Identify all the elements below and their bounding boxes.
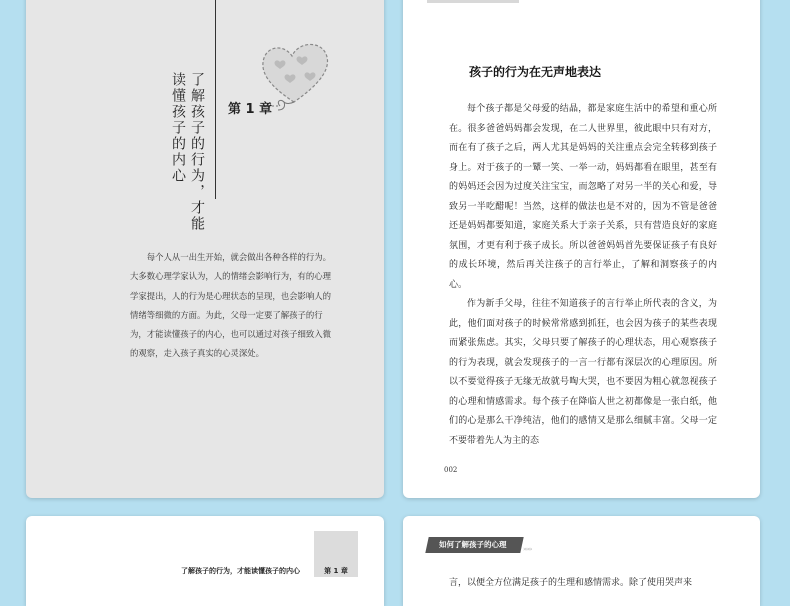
- chapter-tag: 第 1 章: [324, 567, 348, 575]
- next-left-page: [26, 516, 384, 606]
- chapter-title-line-1: 了解孩子的行为，才能: [189, 72, 205, 232]
- chapter-title-line-2: 读懂孩子的内心: [170, 72, 186, 184]
- header-tab: [427, 0, 519, 3]
- body-text: 言，以便全方位满足孩子的生理和感情需求。除了使用哭声来: [449, 578, 693, 588]
- page-number: 002: [444, 466, 458, 474]
- next-right-page: [403, 516, 760, 606]
- chapter-tag-box: [314, 531, 358, 577]
- header-arrows: ››››››: [523, 546, 532, 553]
- paragraph: 作为新手父母，往往不知道孩子的言行举止所代表的含义，为此，他们面对孩子的时候常常感到抓狂，也会因为孩子的某些表现而紧张焦虑。其实，父母只要了解孩子的心理状态，用心观察孩子的行为表现，就会发现孩子的一言一行都有深层次的心理原因。所以不要觉得孩子无缘无故就号啕大哭，也不要因为粗心就忽视孩子的心理和情感需求。每个孩子在降临人世之初都像是一张白纸，他们的心是那么干净纯洁，他们的感情又是那么细腻丰富。父母一定不要带着先人为主的态: [449, 299, 717, 446]
- chapter-opener-page: [26, 0, 384, 498]
- running-header: 了解孩子的行为，才能读懂孩子的内心: [181, 567, 300, 575]
- section-title: 孩子的行为在无声地表达: [469, 65, 602, 79]
- chapter-label: 第 1 章: [228, 102, 273, 117]
- text-page: [403, 0, 760, 498]
- body-text: [449, 100, 717, 451]
- section-header-label: 如何了解孩子的心理: [439, 540, 507, 549]
- vertical-divider: [215, 0, 216, 199]
- chapter-intro: 每个人从一出生开始，就会做出各种各样的行为。大多数心理学家认为，人的情绪会影响行为，有的心理学家提出，人的行为是心理状态的呈现，也会影响人的情绪等细微的方面。为此，父母一定要了解孩子的行为，才能读懂孩子的内心，也可以通过对孩子细致入微的观察，走入孩子真实的心灵深处。: [130, 252, 332, 359]
- section-header-tab: [425, 537, 523, 553]
- paragraph: 每个孩子都是父母爱的结晶，都是家庭生活中的希望和重心所在。很多爸爸妈妈都会发现，在二人世界里，彼此眼中只有对方，而在有了孩子之后，两人尤其是妈妈的关注重点会完全转移到孩子身上。对于孩子的一颦一笑、一举一动，妈妈都看在眼里，甚至有的妈妈还会因为过度关注宝宝，而忽略了对另一半的关心和爱，导致另一半吃醋呢！当然，这样的做法也是不对的，因为不管是爸爸还是妈妈都要知道，家庭关系大于亲子关系，只有营造良好的家庭氛围，才更有利于孩子成长。所以爸爸妈妈首先要保证孩子有良好的成长环境，然后再关注孩子的言行举止，了解和洞察孩子的内心。: [449, 104, 717, 290]
